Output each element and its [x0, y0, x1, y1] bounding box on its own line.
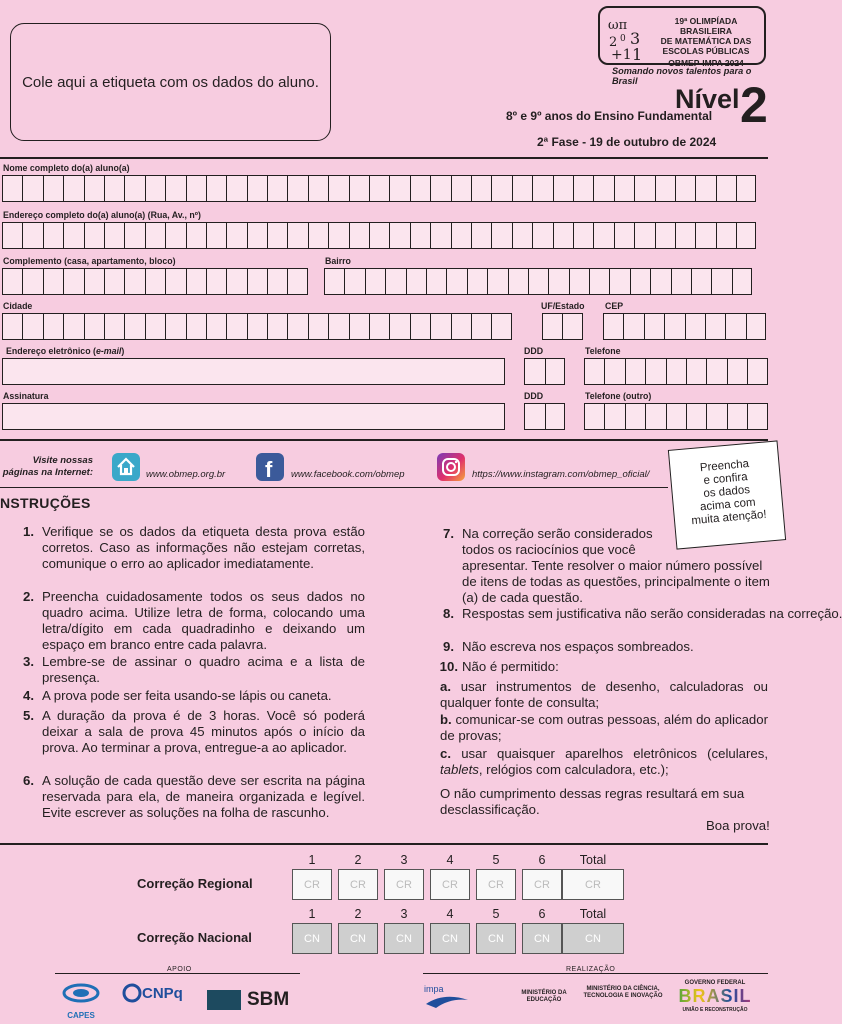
regional-score-box-3[interactable]: CR — [384, 869, 424, 900]
fill-data-callout: Preencha e confira os dados acima com muita atenção! — [668, 440, 786, 549]
char-cell[interactable] — [512, 222, 532, 249]
instruction-7: Na correção serão considerados todos os raciocínios que você apresentar. Tente resolver o maior número possível de itens de todas as questões, principalmente o item (a) de cada questão. — [462, 526, 770, 605]
district-grid[interactable] — [324, 268, 752, 295]
char-cell[interactable] — [206, 175, 226, 202]
divider-social — [0, 439, 768, 441]
char-cell[interactable] — [593, 222, 613, 249]
char-cell[interactable] — [545, 358, 566, 385]
char-cell[interactable] — [186, 313, 206, 340]
char-cell[interactable] — [369, 313, 389, 340]
char-cell[interactable] — [451, 175, 471, 202]
char-cell[interactable] — [22, 313, 42, 340]
realization-line — [423, 973, 768, 974]
char-cell[interactable] — [267, 175, 287, 202]
char-cell[interactable] — [267, 268, 287, 295]
char-cell[interactable] — [645, 403, 665, 430]
national-header-1: 1 — [308, 907, 316, 921]
char-cell[interactable] — [727, 403, 747, 430]
capes-logo: CAPES — [60, 982, 102, 1016]
city-label: Cidade — [3, 301, 33, 311]
divider-top — [0, 157, 768, 159]
char-cell[interactable] — [267, 313, 287, 340]
char-cell[interactable] — [145, 313, 165, 340]
regional-score-box-7[interactable]: CR — [562, 869, 624, 900]
sbm-logo: SBM — [207, 988, 297, 1012]
instruction-1: Verifique se os dados da etiqueta desta prova estão corretos. Caso as informações não estejam corretas, comunique o erro ao aplicador imediatamente. — [42, 524, 365, 571]
divider-instructions — [0, 487, 668, 488]
slogan: Somando novos talentos para o Brasil — [612, 66, 752, 86]
char-cell[interactable] — [691, 268, 711, 295]
ministry-science-logo: MINISTÉRIO DA CIÊNCIA, TECNOLOGIA E INOVAÇÃO — [583, 986, 663, 999]
char-cell[interactable] — [328, 175, 348, 202]
char-cell[interactable] — [43, 222, 63, 249]
instructions-right: 7. Na correção serão considerados todos os raciocínios que você apresentar. Tente resolver o maior número possível de itens de todas as questões, principalmente o item (a) de cada questão. 8. Respostas sem justificativa não serão consideradas na correção. 9. Não escreva nos espaços sombreados. 10. Não é permitido: a. usar instrumentos de desenho, calculadoras ou qualquer fonte de consulta; b. comunicar-se com outras pessoas, além do aplicador de provas; c. usar quaisquer aparelhos eletrônicos (celulares, tablets, relógios com calculadora, etc.); O não cumprimento dessas regras resultará em sua desclassificação. Boa prova! — [439, 526, 842, 833]
facebook-link[interactable]: www.facebook.com/obmep — [291, 469, 405, 480]
char-cell[interactable] — [471, 313, 491, 340]
regional-boxes — [292, 869, 624, 900]
char-cell[interactable] — [553, 175, 573, 202]
regional-header-4: 4 — [446, 853, 454, 867]
state-grid[interactable] — [542, 313, 583, 340]
support-line — [55, 973, 300, 974]
char-cell[interactable] — [736, 175, 756, 202]
national-header-4: 4 — [446, 907, 454, 921]
char-cell[interactable] — [604, 403, 624, 430]
regional-score-box-6[interactable]: CR — [522, 869, 562, 900]
char-cell[interactable] — [389, 313, 409, 340]
visit-text: Visite nossas páginas na Internet: — [2, 455, 93, 478]
char-cell[interactable] — [671, 268, 691, 295]
char-cell[interactable] — [675, 222, 695, 249]
char-cell[interactable] — [2, 175, 22, 202]
complement-grid[interactable] — [2, 268, 308, 295]
char-cell[interactable] — [675, 175, 695, 202]
char-cell[interactable] — [104, 268, 124, 295]
char-cell[interactable] — [287, 313, 307, 340]
char-cell[interactable] — [655, 175, 675, 202]
instruction-9: Não escreva nos espaços sombreados. — [462, 639, 694, 654]
char-cell[interactable] — [532, 175, 552, 202]
rule-b: b. comunicar-se com outras pessoas, além do aplicador de provas; — [440, 712, 768, 743]
phone-other-grid[interactable] — [584, 403, 768, 430]
char-cell[interactable] — [666, 358, 686, 385]
char-cell[interactable] — [706, 358, 726, 385]
instruction-4: A prova pode ser feita usando-se lápis ou caneta. — [42, 688, 332, 703]
char-cell[interactable] — [625, 358, 645, 385]
char-cell[interactable] — [84, 313, 104, 340]
impa-logo: impa — [424, 984, 504, 1014]
char-cell[interactable] — [324, 268, 344, 295]
char-cell[interactable] — [747, 403, 767, 430]
char-cell[interactable] — [747, 358, 767, 385]
char-cell[interactable] — [491, 313, 511, 340]
char-cell[interactable] — [695, 175, 715, 202]
char-cell[interactable] — [524, 403, 545, 430]
char-cell[interactable] — [569, 268, 589, 295]
char-cell[interactable] — [226, 175, 246, 202]
char-cell[interactable] — [614, 222, 634, 249]
instruction-2: Preencha cuidadosamente todos os seus dados no quadro acima. Utilize letra de forma, colocando uma letra/dígito em cada quadradinho e deixando um espaço em branco entre cada palavra. — [42, 589, 365, 652]
char-cell[interactable] — [589, 268, 609, 295]
national-header-5: 5 — [492, 907, 500, 921]
home-icon[interactable] — [112, 453, 140, 481]
char-cell[interactable] — [287, 268, 307, 295]
char-cell[interactable] — [528, 268, 548, 295]
char-cell[interactable] — [645, 358, 665, 385]
svg-text:f: f — [265, 457, 273, 482]
char-cell[interactable] — [573, 175, 593, 202]
char-cell[interactable] — [614, 175, 634, 202]
char-cell[interactable] — [716, 175, 736, 202]
district-label: Bairro — [325, 256, 351, 266]
char-cell[interactable] — [165, 313, 185, 340]
regional-header-2: 2 — [354, 853, 362, 867]
regional-correction-label: Correção Regional — [137, 876, 253, 891]
char-cell[interactable] — [43, 268, 63, 295]
svg-text:1: 1 — [632, 45, 643, 64]
char-cell[interactable] — [22, 175, 42, 202]
national-score-box-4[interactable]: CN — [430, 923, 470, 954]
char-cell[interactable] — [491, 175, 511, 202]
level-number: 2 — [740, 77, 768, 133]
char-cell[interactable] — [63, 268, 83, 295]
address-grid[interactable] — [2, 222, 756, 249]
ministry-education-logo: MINISTÉRIO DA EDUCAÇÃO — [521, 990, 567, 1003]
regional-header-5: 5 — [492, 853, 500, 867]
national-score-box-3[interactable]: CN — [384, 923, 424, 954]
national-score-box-5[interactable]: CN — [476, 923, 516, 954]
char-cell[interactable] — [2, 313, 22, 340]
instruction-3: Lembre-se de assinar o quadro acima e a lista de presença. — [42, 654, 365, 685]
regional-score-box-4[interactable]: CR — [430, 869, 470, 900]
pi-math-logo-icon — [606, 14, 648, 62]
exam-phase-date: 2ª Fase - 19 de outubro de 2024 — [537, 135, 717, 149]
student-label-area — [10, 23, 331, 141]
ddd-other-label: DDD — [524, 391, 544, 401]
char-cell[interactable] — [349, 222, 369, 249]
website-link[interactable]: www.obmep.org.br — [146, 469, 226, 480]
char-cell[interactable] — [467, 268, 487, 295]
char-cell[interactable] — [369, 222, 389, 249]
good-luck: Boa prova! — [706, 818, 770, 833]
regional-header-7: Total — [579, 853, 607, 867]
national-header-6: 6 — [538, 907, 546, 921]
regional-header-1: 1 — [308, 853, 316, 867]
national-score-box-7[interactable]: CN — [562, 923, 624, 954]
char-cell[interactable] — [165, 175, 185, 202]
char-cell[interactable] — [344, 268, 364, 295]
instagram-icon[interactable] — [437, 453, 465, 481]
char-cell[interactable] — [650, 268, 670, 295]
char-cell[interactable] — [287, 175, 307, 202]
char-cell[interactable] — [410, 175, 430, 202]
address-label: Endereço completo do(a) aluno(a) (Rua, Av., nº) — [3, 210, 201, 220]
divider-correction — [0, 843, 768, 845]
national-score-box-6[interactable]: CN — [522, 923, 562, 954]
rule-c: c. usar quaisquer aparelhos eletrônicos (celulares, tablets, relógios com calculadora, etc.); — [440, 746, 768, 777]
char-cell[interactable] — [603, 313, 623, 340]
char-cell[interactable] — [593, 175, 613, 202]
char-cell[interactable] — [634, 175, 654, 202]
name-grid[interactable] — [2, 175, 756, 202]
char-cell[interactable] — [186, 175, 206, 202]
char-cell[interactable] — [666, 403, 686, 430]
char-cell[interactable] — [491, 222, 511, 249]
char-cell[interactable] — [385, 268, 405, 295]
instructions-title: NSTRUÇÕES — [0, 495, 91, 511]
char-cell[interactable] — [124, 268, 144, 295]
char-cell[interactable] — [287, 222, 307, 249]
char-cell[interactable] — [308, 313, 328, 340]
signature-label: Assinatura — [3, 391, 49, 401]
national-headers — [292, 907, 624, 921]
char-cell[interactable] — [226, 222, 246, 249]
char-cell[interactable] — [165, 268, 185, 295]
obmep-logo — [598, 6, 766, 68]
char-cell[interactable] — [553, 222, 573, 249]
char-cell[interactable] — [604, 358, 624, 385]
disqualification-warning: O não cumprimento dessas regras resultará em sua desclassificação. — [440, 786, 745, 817]
char-cell[interactable] — [104, 222, 124, 249]
olympiad-title-3: ESCOLAS PÚBLICAS — [662, 46, 750, 56]
cep-label: CEP — [605, 301, 624, 311]
char-cell[interactable] — [524, 358, 545, 385]
char-cell[interactable] — [487, 268, 507, 295]
ddd-other-grid[interactable] — [524, 403, 565, 430]
char-cell[interactable] — [247, 313, 267, 340]
level-label: Nível — [675, 84, 740, 114]
char-cell[interactable] — [84, 175, 104, 202]
city-grid[interactable] — [2, 313, 512, 340]
instruction-6: A solução de cada questão deve ser escrita na página reservada para ela, de maneira organizada e legível. Evite escrever as soluções na folha de rascunho. — [42, 773, 365, 820]
char-cell[interactable] — [365, 268, 385, 295]
char-cell[interactable] — [625, 403, 645, 430]
signature-field[interactable] — [2, 403, 505, 430]
char-cell[interactable] — [226, 313, 246, 340]
char-cell[interactable] — [308, 222, 328, 249]
char-cell[interactable] — [267, 222, 287, 249]
char-cell[interactable] — [545, 403, 566, 430]
char-cell[interactable] — [430, 222, 450, 249]
char-cell[interactable] — [328, 222, 348, 249]
char-cell[interactable] — [451, 222, 471, 249]
char-cell[interactable] — [145, 175, 165, 202]
char-cell[interactable] — [206, 222, 226, 249]
char-cell[interactable] — [165, 222, 185, 249]
phone-label: Telefone — [585, 346, 621, 356]
national-correction-label: Correção Nacional — [137, 930, 252, 945]
svg-text:ωπ: ωπ — [608, 18, 628, 33]
grade-range: 8º e 9º anos do Ensino Fundamental — [506, 109, 713, 123]
regional-score-box-2[interactable]: CR — [338, 869, 378, 900]
name-label: Nome completo do(a) aluno(a) — [3, 163, 130, 173]
char-cell[interactable] — [63, 313, 83, 340]
char-cell[interactable] — [630, 268, 650, 295]
char-cell[interactable] — [746, 313, 766, 340]
phone-other-label: Telefone (outro) — [585, 391, 652, 401]
char-cell[interactable] — [84, 222, 104, 249]
char-cell[interactable] — [22, 268, 42, 295]
char-cell[interactable] — [186, 222, 206, 249]
instruction-8: Respostas sem justificativa não serão consideradas na correção. — [462, 606, 842, 621]
char-cell[interactable] — [634, 222, 654, 249]
svg-text:3: 3 — [630, 29, 641, 48]
regional-score-box-1[interactable]: CR — [292, 869, 332, 900]
char-cell[interactable] — [430, 175, 450, 202]
char-cell[interactable] — [406, 268, 426, 295]
char-cell[interactable] — [584, 403, 604, 430]
realization-label: REALIZAÇÃO — [563, 966, 618, 973]
char-cell[interactable] — [349, 175, 369, 202]
char-cell[interactable] — [706, 403, 726, 430]
char-cell[interactable] — [584, 358, 604, 385]
char-cell[interactable] — [104, 175, 124, 202]
char-cell[interactable] — [63, 222, 83, 249]
char-cell[interactable] — [471, 175, 491, 202]
char-cell[interactable] — [727, 358, 747, 385]
instructions-left: 1. Verifique se os dados da etiqueta desta prova estão corretos. Caso as informações não estejam corretas, comunique o erro ao aplicador imediatamente. 2. Preencha cuidadosamente todos os seus dados no quadro acima. Utilize letra de forma, colocando uma letra/dígito em cada quadradinho e deixando um espaço em branco entre cada palavra. 3. Lembre-se de assinar o quadro acima e a lista de presença. 4. A prova pode ser feita usando-se lápis ou caneta. 5. A duração da prova é de 3 horas. Você só poderá deixar a sala de prova 45 minutos após o início da prova. Ao terminar a prova, entregue-a ao aplicador. 6. A solução de cada questão deve ser escrita na página reservada para ela, de maneira organizada e legível. Evite escrever as soluções na folha de rascunho. — [23, 524, 365, 820]
olympiad-title-1: 19ª OLIMPÍADA BRASILEIRA — [674, 16, 738, 36]
sticker-instruction: Cole aqui a etiqueta com os dados do aluno. — [22, 73, 319, 91]
char-cell[interactable] — [686, 403, 706, 430]
char-cell[interactable] — [389, 175, 409, 202]
char-cell[interactable] — [736, 222, 756, 249]
char-cell[interactable] — [84, 268, 104, 295]
char-cell[interactable] — [732, 268, 752, 295]
char-cell[interactable] — [446, 268, 466, 295]
national-header-2: 2 — [354, 907, 362, 921]
char-cell[interactable] — [705, 313, 725, 340]
complement-label: Complemento (casa, apartamento, bloco) — [3, 256, 176, 266]
char-cell[interactable] — [508, 268, 528, 295]
char-cell[interactable] — [685, 313, 705, 340]
national-score-box-1[interactable]: CN — [292, 923, 332, 954]
char-cell[interactable] — [542, 313, 562, 340]
instruction-5: A duração da prova é de 3 horas. Você só poderá deixar a sala de prova 45 minutos após o início da prova. Ao terminar a prova, entregue-a ao aplicador. — [42, 708, 365, 755]
char-cell[interactable] — [532, 222, 552, 249]
char-cell[interactable] — [226, 268, 246, 295]
char-cell[interactable] — [206, 313, 226, 340]
char-cell[interactable] — [22, 222, 42, 249]
national-boxes — [292, 923, 624, 954]
national-score-box-2[interactable]: CN — [338, 923, 378, 954]
char-cell[interactable] — [247, 268, 267, 295]
char-cell[interactable] — [247, 175, 267, 202]
char-cell[interactable] — [716, 222, 736, 249]
char-cell[interactable] — [548, 268, 568, 295]
char-cell[interactable] — [609, 268, 629, 295]
char-cell[interactable] — [430, 313, 450, 340]
char-cell[interactable] — [308, 175, 328, 202]
char-cell[interactable] — [471, 222, 491, 249]
phone-grid[interactable] — [584, 358, 768, 385]
char-cell[interactable] — [328, 313, 348, 340]
olympiad-title-2: DE MATEMÁTICA DAS — [660, 36, 752, 46]
regional-header-3: 3 — [400, 853, 408, 867]
char-cell[interactable] — [145, 222, 165, 249]
facebook-icon[interactable] — [256, 453, 284, 481]
char-cell[interactable] — [186, 268, 206, 295]
char-cell[interactable] — [695, 222, 715, 249]
support-label: APOIO — [164, 966, 195, 973]
email-field[interactable] — [2, 358, 505, 385]
char-cell[interactable] — [2, 268, 22, 295]
rule-a: a. usar instrumentos de desenho, calculadoras ou qualquer fonte de consulta; — [440, 679, 768, 710]
char-cell[interactable] — [389, 222, 409, 249]
brasil-government-logo: GOVERNO FEDERAL BRASIL UNIÃO E RECONSTRUÇÃO — [670, 980, 760, 1020]
char-cell[interactable] — [349, 313, 369, 340]
ddd-grid[interactable] — [524, 358, 565, 385]
instagram-link[interactable]: https://www.instagram.com/obmep_oficial/ — [472, 469, 650, 480]
char-cell[interactable] — [124, 175, 144, 202]
char-cell[interactable] — [512, 175, 532, 202]
char-cell[interactable] — [725, 313, 745, 340]
ddd-label: DDD — [524, 346, 544, 356]
svg-text:+1: +1 — [611, 47, 632, 63]
char-cell[interactable] — [410, 313, 430, 340]
national-header-7: Total — [579, 907, 607, 921]
char-cell[interactable] — [711, 268, 731, 295]
char-cell[interactable] — [623, 313, 643, 340]
svg-text:2: 2 — [609, 35, 618, 50]
char-cell[interactable] — [644, 313, 664, 340]
char-cell[interactable] — [63, 175, 83, 202]
char-cell[interactable] — [43, 313, 63, 340]
char-cell[interactable] — [655, 222, 675, 249]
char-cell[interactable] — [451, 313, 471, 340]
char-cell[interactable] — [145, 268, 165, 295]
regional-header-6: 6 — [538, 853, 546, 867]
olympiad-edition: OBMEP-IMPA 2024 — [668, 58, 744, 68]
char-cell[interactable] — [124, 313, 144, 340]
char-cell[interactable] — [124, 222, 144, 249]
char-cell[interactable] — [2, 222, 22, 249]
char-cell[interactable] — [43, 175, 63, 202]
char-cell[interactable] — [562, 313, 582, 340]
national-header-3: 3 — [400, 907, 408, 921]
char-cell[interactable] — [410, 222, 430, 249]
svg-text:0: 0 — [620, 34, 626, 44]
char-cell[interactable] — [247, 222, 267, 249]
cep-grid[interactable] — [603, 313, 766, 340]
char-cell[interactable] — [664, 313, 684, 340]
instruction-10: Não é permitido: — [462, 659, 559, 674]
state-label: UF/Estado — [541, 301, 585, 311]
regional-headers — [292, 853, 624, 867]
cnpq-logo: CNPq — [122, 983, 192, 1013]
email-label: Endereço eletrônico (e-mail) — [6, 346, 125, 356]
regional-score-box-5[interactable]: CR — [476, 869, 516, 900]
char-cell[interactable] — [369, 175, 389, 202]
char-cell[interactable] — [206, 268, 226, 295]
char-cell[interactable] — [104, 313, 124, 340]
char-cell[interactable] — [573, 222, 593, 249]
char-cell[interactable] — [426, 268, 446, 295]
char-cell[interactable] — [686, 358, 706, 385]
